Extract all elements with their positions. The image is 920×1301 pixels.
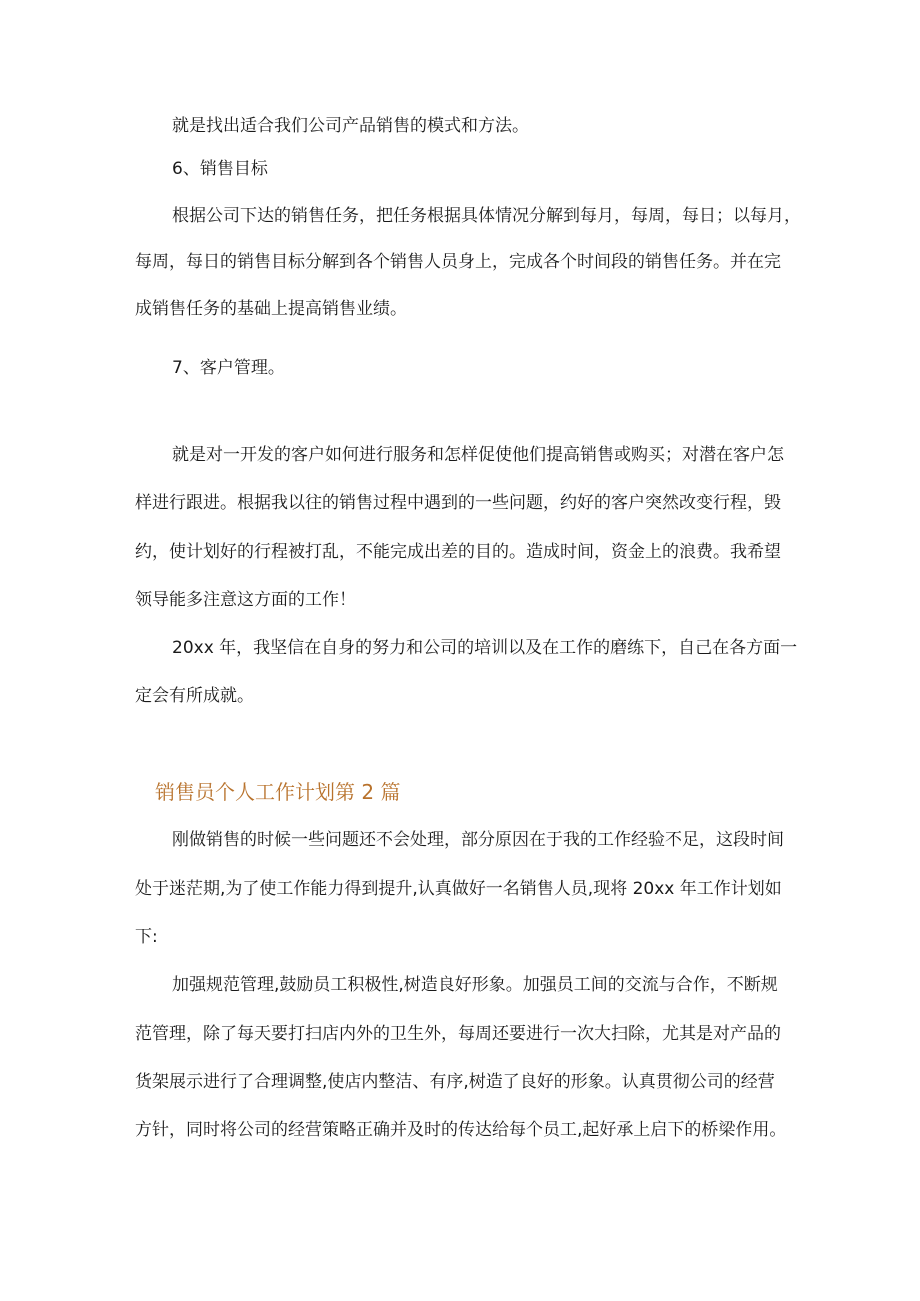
paragraph-line: 下: — [135, 927, 158, 947]
paragraph-line: 刚做销售的时候一些问题还不会处理，部分原因在于我的工作经验不足，这段时间 — [172, 830, 784, 850]
section-heading: 销售员个人工作计划第 2 篇 — [155, 780, 401, 804]
paragraph-line: 范管理，除了每天要打扫店内外的卫生外，每周还要进行一次大扫除，尤其是对产品的 — [135, 1024, 781, 1044]
paragraph-line: 根据公司下达的销售任务，把任务根据具体情况分解到每月，每周，每日；以每月， — [172, 206, 801, 226]
paragraph-line: 就是找出适合我们公司产品销售的模式和方法。 — [172, 116, 529, 136]
paragraph-line: 定会有所成就。 — [135, 686, 254, 706]
paragraph-line: 样进行跟进。根据我以往的销售过程中遇到的一些问题，约好的客户突然改变行程，毁 — [135, 493, 781, 513]
list-item-heading: 6、销售目标 — [172, 159, 268, 179]
paragraph-line: 加强规范管理,鼓励员工积极性,树造良好形象。加强员工间的交流与合作，不断规 — [172, 975, 778, 995]
list-item-heading: 7、客户管理。 — [172, 358, 285, 378]
paragraph-line: 货架展示进行了合理调整,使店内整洁、有序,树造了良好的形象。认真贯彻公司的经营 — [135, 1072, 775, 1092]
paragraph-line: 就是对一开发的客户如何进行服务和怎样促使他们提高销售或购买；对潜在客户怎 — [172, 445, 784, 465]
paragraph-line: 领导能多注意这方面的工作！ — [135, 590, 356, 610]
paragraph-line: 方针，同时将公司的经营策略正确并及时的传达给每个员工,起好承上启下的桥梁作用。 — [135, 1120, 787, 1140]
paragraph-line: 20xx 年，我坚信在自身的努力和公司的培训以及在工作的磨练下，自己在各方面一 — [172, 638, 798, 658]
paragraph-line: 约，使计划好的行程被打乱，不能完成出差的目的。造成时间，资金上的浪费。我希望 — [135, 542, 781, 562]
paragraph-line: 成销售任务的基础上提高销售业绩。 — [135, 299, 407, 319]
paragraph-line: 处于迷茫期,为了使工作能力得到提升,认真做好一名销售人员,现将 20xx 年工作计划如 — [135, 879, 782, 899]
paragraph-line: 每周，每日的销售目标分解到各个销售人员身上，完成各个时间段的销售任务。并在完 — [135, 252, 781, 272]
